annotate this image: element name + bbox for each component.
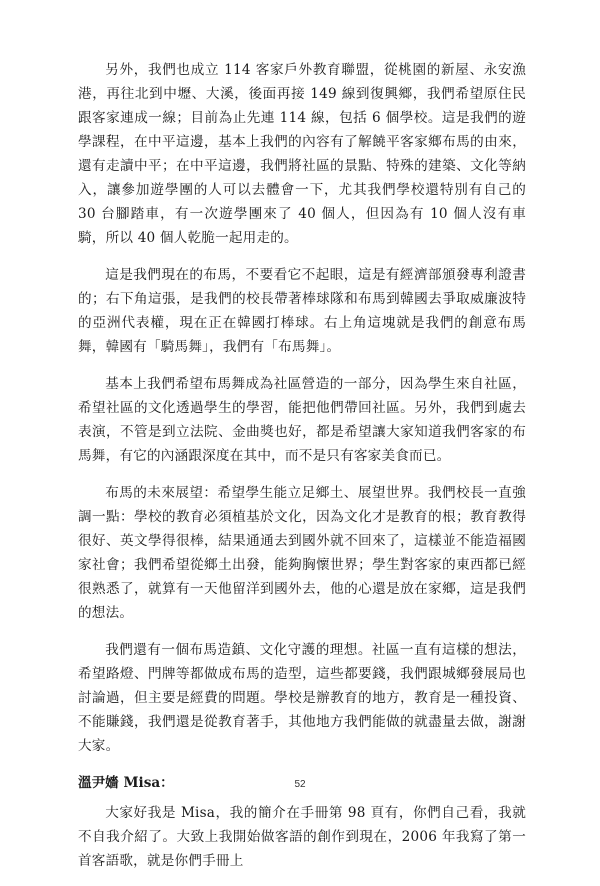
paragraph-community: 基本上我們希望布馬舞成為社區營造的一部分，因為學生來自社區，希望社區的文化透過學生的學習，能把他們帶回社區。另外，我們到處去表演，不管是到立法院、金曲獎也好，都是希望讓大家知道我們客家的布馬舞，有它的內涵跟深度在其中，而不是只有客家美食而已。: [78, 376, 526, 464]
paragraph-future-outlook: 布馬的未來展望：希望學生能立足鄉土、展望世界。我們校長一直強調一點：學校的教育必須植基於文化，因為文化才是教育的根；教育教得很好、英文學得很棒，結果通通去到國外就不回來了，這樣並不能造福國家社會；我們希望從鄉土出發，能夠胸懷世界；學生對客家的東西都已經很熟悉了，就算有一天他留洋到國外去，他的心還是放在家鄉，這是我們的想法。: [78, 485, 526, 621]
document-body: [78, 58, 526, 886]
speaker-heading: 溫尹嬙 Misa：: [78, 775, 174, 791]
paragraph-alliance: 另外，我們也成立 114 客家戶外教育聯盟，從桃園的新屋、永安漁港，再往北到中壢、大溪，後面再接 149 線到復興鄉，我們希望原住民跟客家連成一線；目前為止先連 114 線，包括 6 個學校。這是我們的遊學課程，在中平這邊，基本上我們的內容有了解饒平客家鄉布馬的由來，還有走讀中平；在中平這邊，我們將社區的景點、特殊的建築、文化等納入，讓參加遊學團的人可以去體會一下，尤其我們學校還特別有自己的 30 台腳踏車，有一次遊學團來了 40 個人，但因為有 10 個人沒有車騎，所以 40 個人乾脆一起用走的。: [78, 62, 526, 246]
paragraph-speaker-intro: 大家好我是 Misa，我的簡介在手冊第 98 頁有，你們自己看，我就不自我介紹了。大致上我開始做客語的創作到現在，2006 年我寫了第一首客語歌，就是你們手冊上: [78, 805, 526, 869]
paragraph-town-ideal: 我們還有一個布馬造鎮、文化守護的理想。社區一直有這樣的想法，希望路燈、門牌等都做成布馬的造型，這些都要錢，我們跟城鄉發展局也討論過，但主要是經費的問題。學校是辦教育的地方，教育是一種投資、不能賺錢，我們還是從教育著手，其他地方我們能做的就盡量去做，謝謝大家。: [78, 642, 526, 754]
page-number: 52: [294, 779, 306, 790]
paragraph-bu-ma-patent: 這是我們現在的布馬，不要看它不起眼，這是有經濟部頒發專利證書的；右下角這張，是我們的校長帶著棒球隊和布馬到韓國去爭取威廉波特的亞洲代表權，現在正在韓國打棒球。右上角這塊就是我們的創意布馬舞，韓國有「騎馬舞」，我們有「布馬舞」。: [78, 267, 526, 355]
